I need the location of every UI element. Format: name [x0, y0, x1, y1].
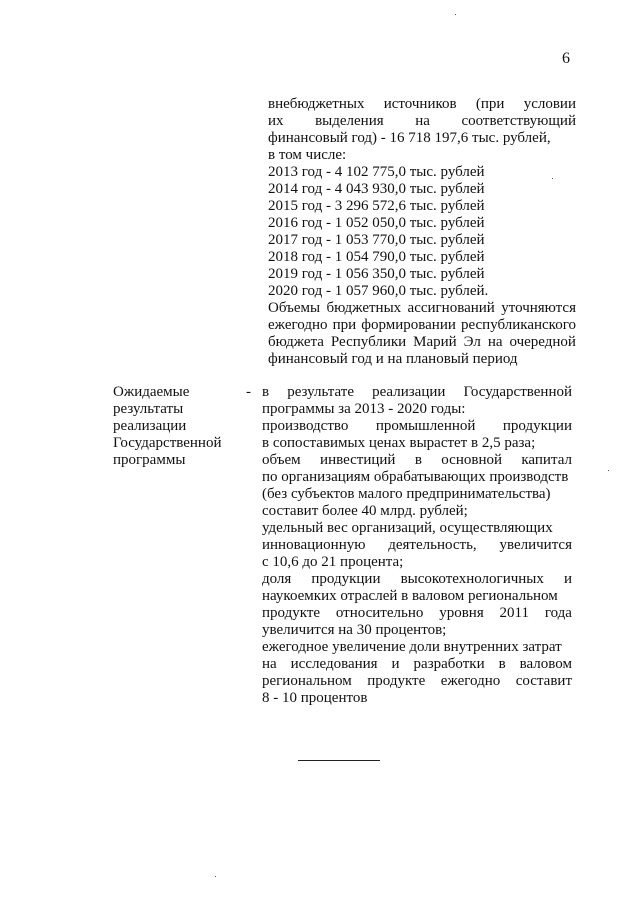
word: инновационную: [262, 537, 366, 553]
expected-results-text: [262, 384, 572, 707]
word: на: [415, 113, 430, 129]
word: года: [544, 605, 572, 621]
word: промышленной: [375, 418, 476, 434]
result-line: [262, 605, 572, 622]
word: относительно: [335, 605, 424, 621]
funding-year-line: 2020 год - 1 057 960,0 тыс. рублей.: [268, 283, 489, 299]
result-line: [262, 588, 572, 605]
word: продукции: [311, 571, 381, 587]
word: финансовый год и на плановый период: [268, 351, 518, 367]
result-line: [262, 656, 572, 673]
word: увеличится на 30 процентов;: [262, 622, 447, 638]
word: Эл: [463, 334, 481, 350]
word: формировании: [361, 317, 456, 333]
word: (без субъектов малого предпринимательства): [262, 486, 551, 502]
word: Республики: [330, 334, 407, 350]
word: в: [414, 452, 422, 468]
word: деятельность,: [388, 537, 477, 553]
word: ежегодно: [440, 673, 501, 689]
word: продукции: [502, 418, 572, 434]
word: финансовый год) - 16 718 197,6 тыс. рублей,: [268, 130, 551, 146]
funding-block: [268, 96, 576, 368]
scan-speck: [552, 178, 553, 179]
word: соответствующий: [461, 113, 576, 129]
result-line: [262, 469, 572, 486]
word: объем: [262, 452, 301, 468]
word: ежегодно: [268, 317, 328, 333]
funding-note-line: [268, 300, 576, 317]
word: их: [268, 113, 284, 129]
expected-results-label: [113, 384, 243, 469]
word: Объемы: [268, 300, 321, 316]
word: условии: [523, 96, 576, 112]
word: 8 - 10 процентов: [262, 690, 368, 706]
result-line: [262, 384, 572, 401]
funding-note-line: [268, 334, 576, 351]
scan-speck: [608, 470, 609, 471]
word: в сопоставимых ценах вырастет в 2,5 раза;: [262, 435, 536, 451]
result-line: [262, 673, 572, 690]
word: 2011: [499, 605, 529, 621]
word: бюджетных: [326, 300, 402, 316]
result-line: [262, 520, 572, 537]
result-line: [262, 554, 572, 571]
result-line: [262, 401, 572, 418]
word: с 10,6 до 21 процента;: [262, 554, 404, 570]
end-rule: [298, 760, 380, 761]
label-line: результаты: [113, 401, 184, 417]
word: в: [498, 656, 506, 672]
word: и: [563, 571, 572, 587]
word: увеличится: [499, 537, 572, 553]
result-line: [262, 690, 572, 707]
word: продукте: [262, 605, 321, 621]
label-dash: -: [246, 384, 251, 400]
word: источников: [383, 96, 457, 112]
word: в: [262, 384, 270, 400]
funding-year-line: 2013 год - 4 102 775,0 тыс. рублей: [268, 164, 485, 180]
word: по организациям обрабатывающих производств: [262, 469, 569, 485]
word: наукоемких отраслей в валовом региональном: [262, 588, 558, 604]
funding-line: [268, 130, 576, 147]
funding-line: [268, 96, 576, 113]
funding-year-line: 2016 год - 1 052 050,0 тыс. рублей: [268, 215, 485, 231]
word: результате: [287, 384, 354, 400]
word: доля: [262, 571, 292, 587]
word: ассигнований: [407, 300, 495, 316]
result-line: [262, 571, 572, 588]
word: инвестиций: [320, 452, 396, 468]
word: и: [391, 656, 400, 672]
funding-note-line: [268, 317, 576, 334]
word: валовом: [519, 656, 572, 672]
label-line: программы: [113, 452, 186, 468]
word: при: [332, 317, 357, 333]
word: капитал: [521, 452, 572, 468]
result-line: [262, 537, 572, 554]
word: выделения: [315, 113, 384, 129]
word: производство: [262, 418, 349, 434]
funding-year-line: 2018 год - 1 054 790,0 тыс. рублей: [268, 249, 485, 265]
label-line: реализации: [113, 418, 187, 434]
result-line: [262, 639, 572, 656]
word: продукте: [367, 673, 426, 689]
result-line: [262, 452, 572, 469]
word: программы за 2013 - 2020 годы:: [262, 401, 466, 417]
result-line: [262, 418, 572, 435]
word: уровня: [439, 605, 484, 621]
result-line: [262, 435, 572, 452]
word: уточняются: [501, 300, 576, 316]
word: на: [487, 334, 503, 350]
label-line: Государственной: [113, 435, 222, 451]
funding-year-line: 2019 год - 1 056 350,0 тыс. рублей: [268, 266, 485, 282]
word: составит: [515, 673, 572, 689]
word: на: [262, 656, 277, 672]
funding-year-line: 2015 год - 3 296 572,6 тыс. рублей: [268, 198, 485, 214]
in-that-number: в том числе:: [268, 147, 347, 163]
scan-speck: [215, 876, 216, 877]
word: основной: [441, 452, 502, 468]
word: составит более 40 млрд. рублей;: [262, 503, 468, 519]
result-line: [262, 503, 572, 520]
word: очередной: [509, 334, 576, 350]
result-line: [262, 486, 572, 503]
word: высокотехнологичных: [400, 571, 544, 587]
funding-year-line: 2014 год - 4 043 930,0 тыс. рублей: [268, 181, 485, 197]
word: бюджета: [268, 334, 324, 350]
funding-line: [268, 113, 576, 130]
word: (при: [475, 96, 505, 112]
word: ежегодное увеличение доли внутренних затрат: [262, 639, 562, 655]
word: региональном: [262, 673, 352, 689]
result-line: [262, 622, 572, 639]
word: исследования: [290, 656, 378, 672]
word: реализации: [372, 384, 446, 400]
word: республиканского: [460, 317, 576, 333]
label-line: Ожидаемые: [113, 384, 190, 400]
funding-note-line: [268, 351, 576, 368]
word: Марий: [413, 334, 457, 350]
word: разработки: [413, 656, 485, 672]
page-number: 6: [562, 50, 570, 67]
funding-year-line: 2017 год - 1 053 770,0 тыс. рублей: [268, 232, 485, 248]
word: удельный вес организаций, осуществляющих: [262, 520, 553, 536]
scan-speck: [455, 14, 456, 15]
word: Государственной: [463, 384, 572, 400]
word: внебюджетных: [268, 96, 365, 112]
